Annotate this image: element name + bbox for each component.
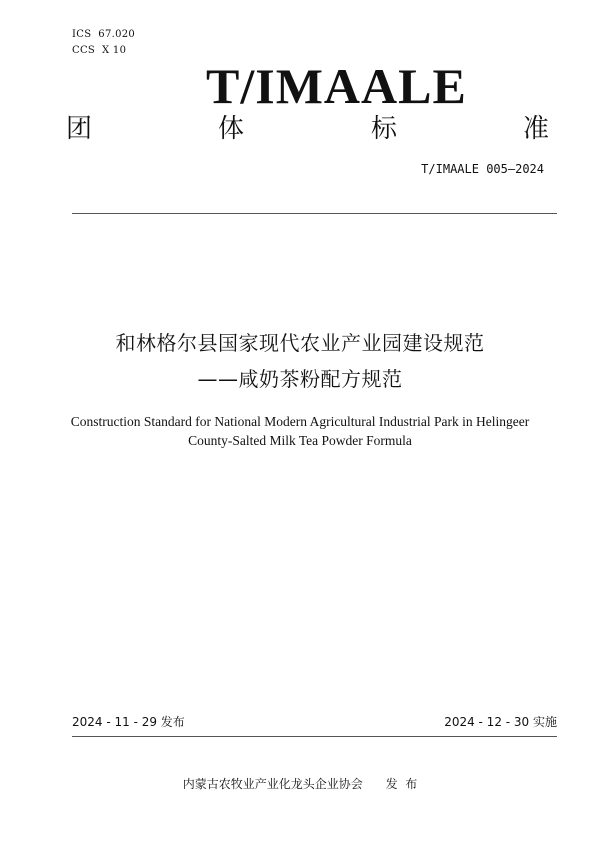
standard-type: [0, 114, 600, 144]
title-chinese-line2: ——咸奶茶粉配方规范: [197, 367, 403, 391]
standard-type-char: 团: [66, 114, 93, 144]
publisher: 内蒙古农牧业产业化龙头企业协会 发 布: [182, 777, 418, 791]
title-chinese-line1: 和林格尔县国家现代农业产业园建设规范: [115, 331, 485, 355]
ics-code: ICS 67.020: [72, 29, 136, 40]
standard-type-char: 标: [371, 114, 398, 144]
ccs-code: CCS X 10: [72, 45, 127, 56]
issue-date: 2024 - 11 - 29 发布: [72, 715, 185, 729]
bottom-divider: [72, 736, 557, 737]
standard-type-char: 准: [523, 114, 550, 144]
title-english-line2: County-Salted Milk Tea Powder Formula: [188, 433, 412, 448]
implementation-date: 2024 - 12 - 30 实施: [444, 715, 557, 729]
organization-logo: T/IMAALE: [206, 58, 467, 114]
standard-number: T/IMAALE 005—2024: [421, 162, 544, 176]
title-english-line1: Construction Standard for National Modern Agricultural Industrial Park in Helingeer: [70, 414, 530, 429]
standard-type-char: 体: [218, 114, 245, 144]
top-divider: [72, 213, 557, 214]
